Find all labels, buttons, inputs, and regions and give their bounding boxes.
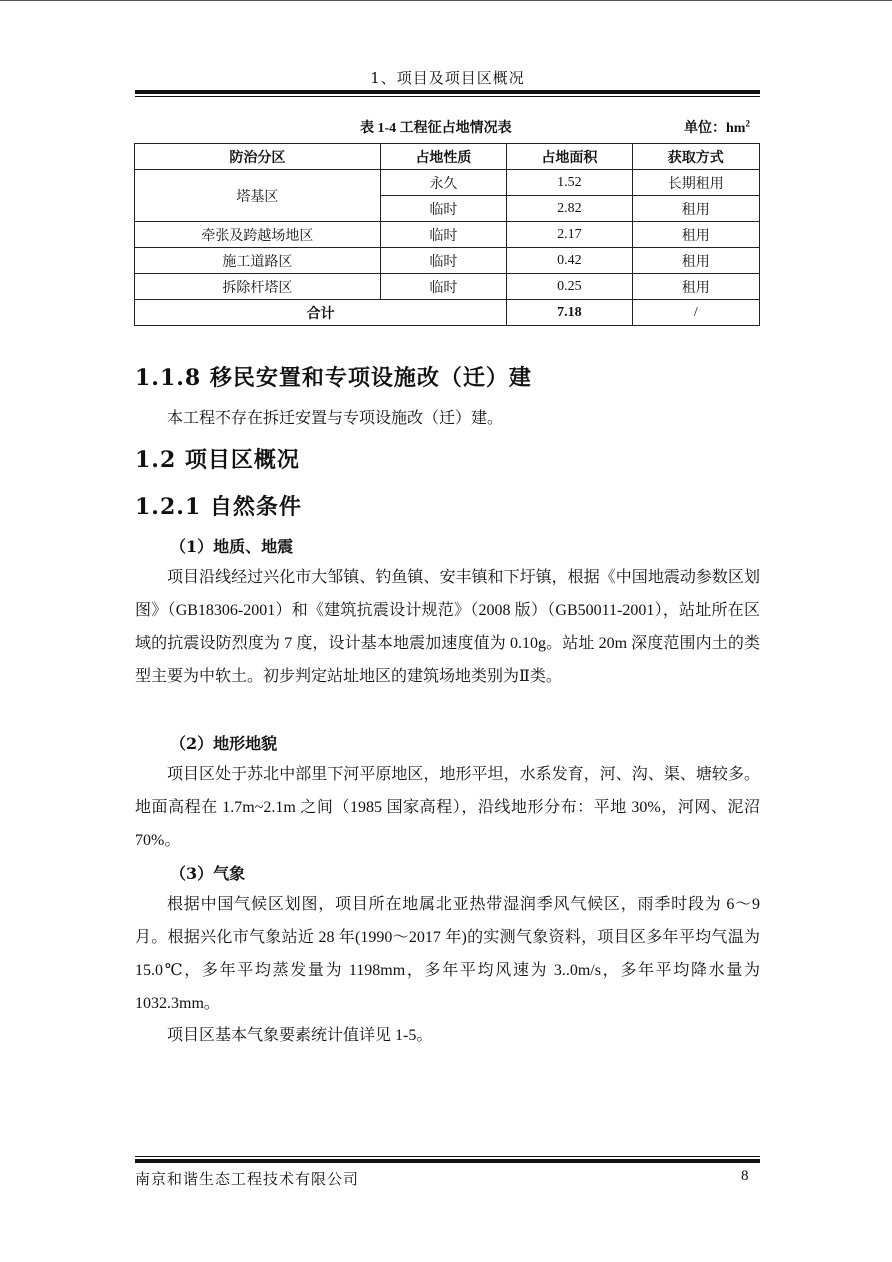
zone-cell: 塔基区 [135, 170, 381, 222]
method-cell: 租用 [632, 274, 759, 300]
land-use-table [134, 143, 760, 326]
section-heading-1-1-8: 1.1.8 移民安置和专项设施改（迁）建 [135, 365, 532, 391]
subheading-climate: （3）气象 [170, 864, 246, 883]
header-area: 占地面积 [507, 144, 632, 170]
table-row [135, 222, 760, 248]
total-area: 7.18 [507, 300, 632, 326]
table-row [135, 248, 760, 274]
subheading-terrain: （2）地形地貌 [170, 734, 278, 753]
zone-cell: 牵张及跨越场地区 [135, 222, 381, 248]
header-method: 获取方式 [632, 144, 759, 170]
table-total-row [135, 300, 760, 326]
nature-cell: 临时 [380, 222, 506, 248]
nature-cell: 临时 [380, 248, 506, 274]
method-cell: 租用 [632, 248, 759, 274]
table-row [135, 274, 760, 300]
section-heading-1-2-1: 1.2.1 自然条件 [135, 494, 302, 520]
area-cell: 2.82 [507, 196, 632, 222]
page-number: 8 [741, 1168, 749, 1184]
running-header: 1、项目及项目区概况 [370, 69, 525, 87]
footer-rule-thick [135, 1159, 760, 1163]
top-border [0, 0, 892, 1]
total-method: / [632, 300, 759, 326]
paragraph-climate: 根据中国气候区划图，项目所在地属北亚热带湿润季风气候区，雨季时段为 6～9 月。根据兴化市气象站近 28 年(1990～2017 年)的实测气象资料，项目区多年平均气温为 15.0℃，多年平均蒸发量为 1198mm，多年平均风速为 3..0m/s，多年平均降水量为 1032.3mm。 [135, 896, 760, 1012]
table-row [135, 170, 760, 196]
header-rule-thick [135, 90, 760, 94]
area-cell: 1.52 [507, 170, 632, 196]
method-cell: 长期租用 [632, 170, 759, 196]
method-cell: 租用 [632, 196, 759, 222]
footer-rule-thin [135, 1156, 760, 1157]
subheading-geology: （1）地质、地震 [170, 537, 294, 556]
header-nature: 占地性质 [380, 144, 506, 170]
zone-cell: 拆除杆塔区 [135, 274, 381, 300]
footer-company: 南京和谐生态工程技术有限公司 [135, 1170, 360, 1188]
unit-superscript: 2 [745, 118, 750, 129]
zone-cell: 施工道路区 [135, 248, 381, 274]
nature-cell: 临时 [380, 196, 506, 222]
unit-label: 单位：hm [684, 121, 746, 136]
paragraph-terrain: 项目区处于苏北中部里下河平原地区，地形平坦，水系发育，河、沟、渠、塘较多。地面高程在 1.7m~2.1m 之间（1985 国家高程），沿线地形分布：平地 30%，河网、泥沼 70%。 [135, 766, 760, 849]
method-cell: 租用 [632, 222, 759, 248]
paragraph-relocation: 本工程不存在拆迁安置与专项设施改（迁）建。 [167, 410, 504, 427]
paragraph-climate-note: 项目区基本气象要素统计值详见 1-5。 [167, 1027, 433, 1044]
nature-cell: 临时 [380, 274, 506, 300]
table-header-row [135, 144, 760, 170]
total-label: 合计 [135, 300, 507, 326]
nature-cell: 永久 [380, 170, 506, 196]
section-heading-1-2: 1.2 项目区概况 [135, 447, 300, 473]
area-cell: 0.42 [507, 248, 632, 274]
paragraph-geology: 项目沿线经过兴化市大邹镇、钓鱼镇、安丰镇和下圩镇，根据《中国地震动参数区划图》（GB18306-2001）和《建筑抗震设计规范》（2008 版）（GB50011-2001），站址所在区域的抗震设防烈度为 7 度，设计基本地震加速度值为 0.10g。站址 20m 深度范围内土的类型主要为中软土。初步判定站址地区的建筑场地类别为Ⅱ类。 [135, 569, 760, 685]
table-unit [684, 117, 750, 137]
header-zone: 防治分区 [135, 144, 381, 170]
area-cell: 2.17 [507, 222, 632, 248]
table-caption: 表 1-4 工程征占地情况表 [360, 121, 512, 136]
area-cell: 0.25 [507, 274, 632, 300]
header-rule-thin [135, 96, 760, 97]
